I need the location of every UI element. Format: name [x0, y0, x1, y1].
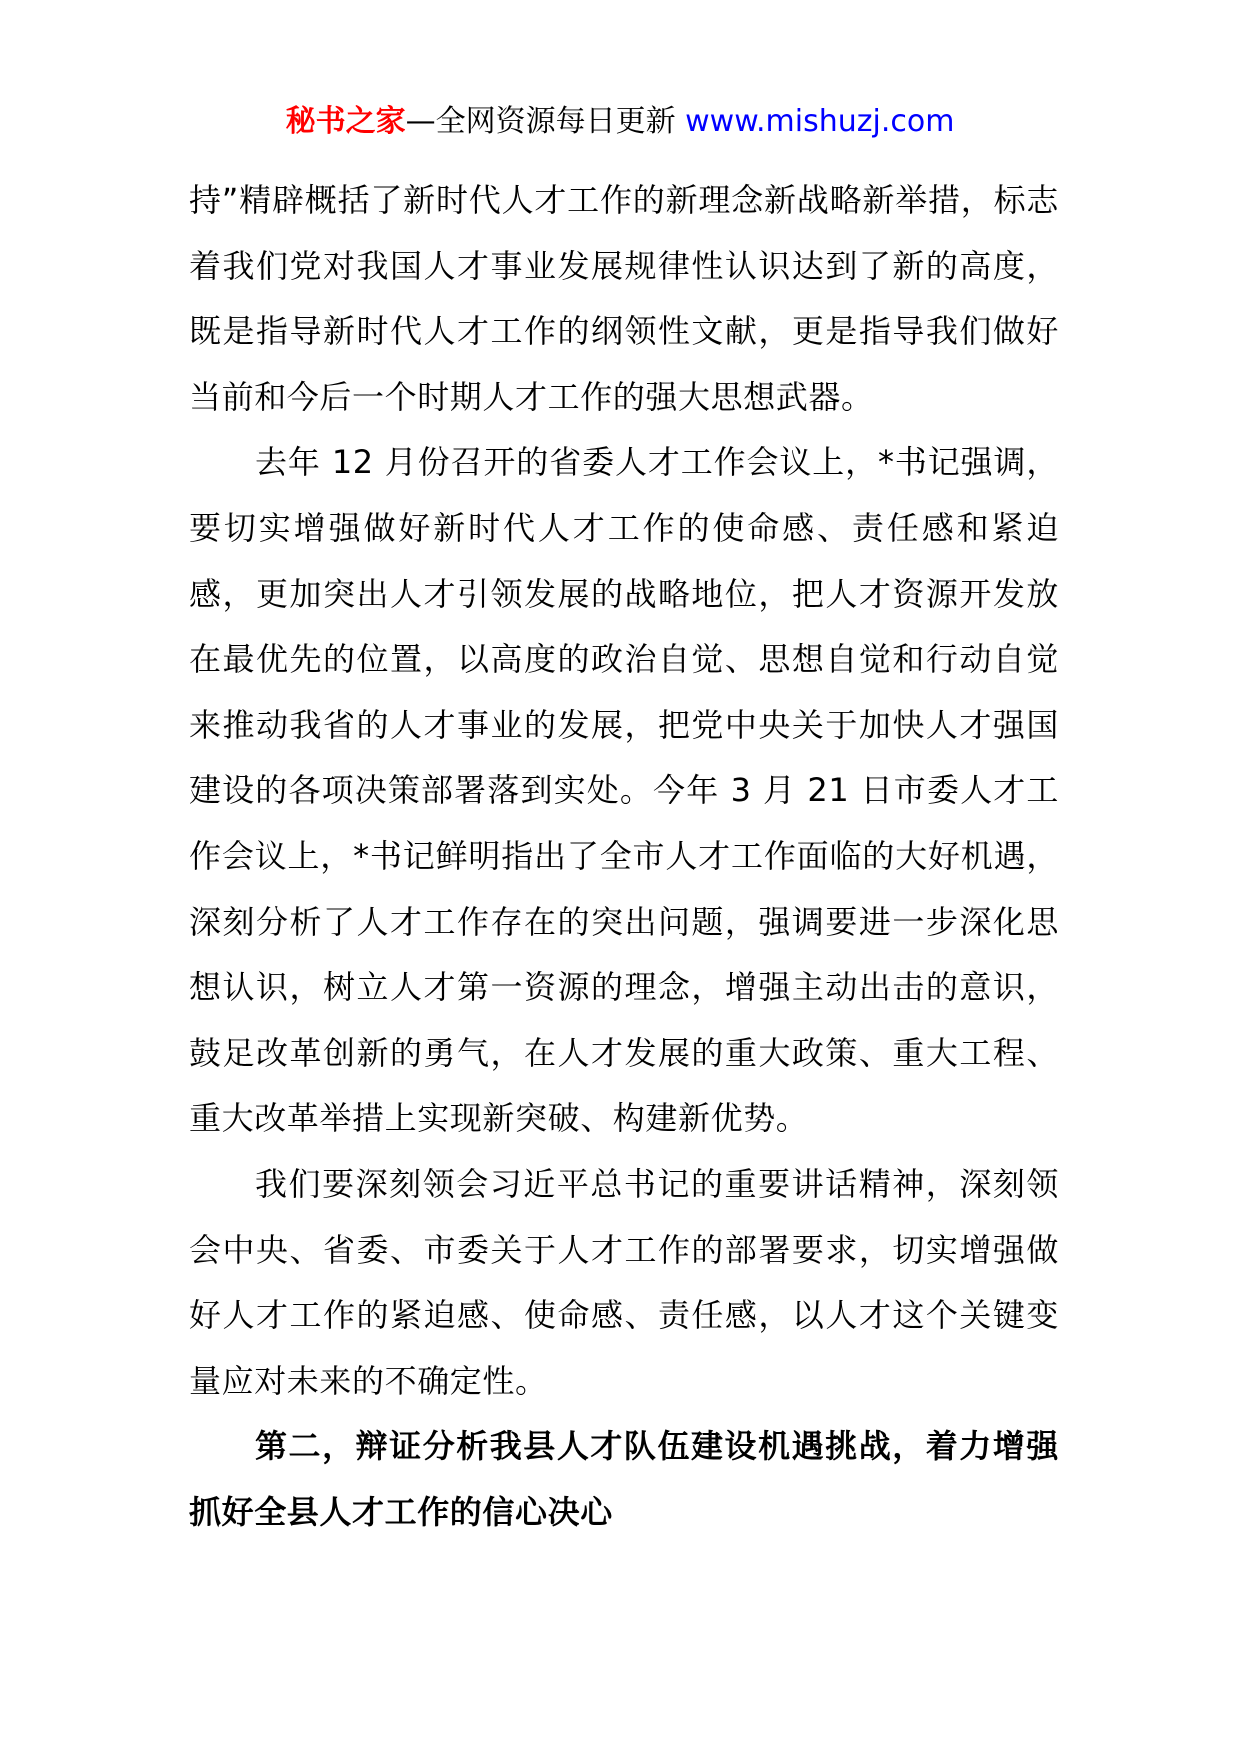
- site-url-link[interactable]: www.mishuzj.com: [685, 104, 955, 139]
- paragraph-continuation: 持”精辟概括了新时代人才工作的新理念新战略新举措，标志着我们党对我国人才事业发展规律性认识达到了新的高度，既是指导新时代人才工作的纲领性文献，更是指导我们做好当前和今后一个时期人才工作的强大思想武器。: [189, 181, 1059, 416]
- document-body: [189, 168, 1059, 1545]
- page-header: [0, 100, 1240, 144]
- paragraph-study-spirit: 我们要深刻领会习近平总书记的重要讲话精神，深刻领会中央、省委、市委关于人才工作的部署要求，切实增强做好人才工作的紧迫感、使命感、责任感，以人才这个关键变量应对未来的不确定性。: [189, 1164, 1059, 1400]
- brand-name: 秘书之家: [285, 104, 406, 139]
- paragraph-provincial-meeting: 去年 12 月份召开的省委人才工作会议上，*书记强调，要切实增强做好新时代人才工作的使命感、责任感和紧迫感，更加突出人才引领发展的战略地位，把人才资源开发放在最优先的位置，以高度的政治自觉、思想自觉和行动自觉来推动我省的人才事业的发展，把党中央关于加快人才强国建设的各项决策部署落到实处。今年 3 月 21 日市委人才工作会议上，*书记鲜明指出了全市人才工作面临的大好机遇，深刻分析了人才工作存在的突出问题，强调要进一步深化思想认识，树立人才第一资源的理念，增强主动出击的意识，鼓足改革创新的勇气，在人才发展的重大政策、重大工程、重大改革举措上实现新突破、构建新优势。: [189, 443, 1059, 1138]
- header-tagline: —全网资源每日更新: [405, 104, 676, 139]
- section-heading-second: 第二，辩证分析我县人才队伍建设机遇挑战，着力增强抓好全县人才工作的信心决心: [189, 1427, 1059, 1531]
